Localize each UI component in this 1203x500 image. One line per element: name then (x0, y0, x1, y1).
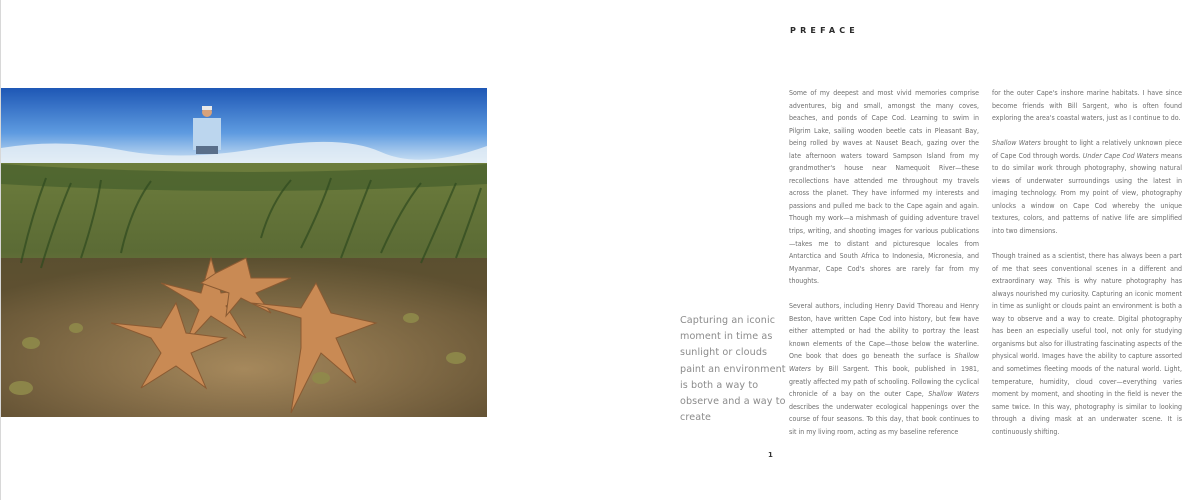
section-heading: PREFACE (790, 26, 859, 35)
body-column-1 (789, 87, 979, 451)
text-run: by Bill Sargent. This book, published in 1981, greatly affected my path of schooling. Following the cyclical chronicle of a bay on the outer Cape, (789, 365, 979, 399)
paragraph (789, 300, 979, 438)
paragraph: for the outer Cape's inshore marine habitats. I have since become friends with Bill Sargent, who is often found exploring the area's coastal waters, just as I continue to do. (992, 89, 1182, 123)
text-run: means to do similar work through photography, showing natural views of underwater surroundings using the latest in imaging technology. From my point of view, photography unlocks a window on Cape Cod whereby the unique textures, colors, and patterns of native life are simplified into two dimensions. (992, 151, 1182, 236)
cover-photo-starfish (1, 88, 487, 417)
paragraph: Some of my deepest and most vivid memories comprise adventures, big and small, amongst the many coves, beaches, and ponds of Cape Cod. Learning to swim in Pilgrim Lake, sailing wooden beetle cats in Pleasant Bay, being rolled by waves at Nauset Beach, gazing over the late afternoon waters toward Sampson Island from my grandmother's house near Namequoit River—these recollections have attended me throughout my travels across the planet. They have informed my interests and passions and pulled me back to the Cape again and again. Though my work—a mishmash of guiding adventure travel trips, writing, and shooting images for various publications—takes me to distant and picturesque locales from Antarctica and South Africa to Indonesia, Micronesia, and Myanmar, Cape Cod's shores are rarely far from my thoughts. (789, 89, 979, 286)
book-title: Shallow Waters (992, 139, 1041, 148)
book-title: Under Cape Cod Waters (1082, 151, 1159, 160)
book-title: Shallow Waters (928, 390, 979, 399)
pull-quote: Capturing an iconic moment in time as sunlight or clouds paint an environment is both a way to observe and a way to create (680, 315, 786, 424)
text-run: Several authors, including Henry David Thoreau and Henry Beston, have written Cape Cod into history, but few have either attempted or had the ability to portray the least known elements of the Cape—those below the waterline. One book that does go beneath the surface is (789, 302, 979, 361)
page-number: 1 (768, 451, 773, 459)
body-column-2 (992, 87, 1182, 451)
text-run: brought to light a relatively unknown piece of Cape Cod through words. (992, 139, 1182, 160)
book-title: Shallow Waters (789, 352, 979, 374)
paragraph (992, 137, 1182, 237)
text-run: describes the underwater ecological happenings over the course of four seasons. To this day, that book continues to sit in my living room, acting as my baseline reference (789, 402, 979, 436)
paragraph: Though trained as a scientist, there has always been a part of me that sees conventional scenes in a different and extraordinary way. This is why nature photography has always nourished my curiosity. Capturing an iconic moment in time as sunlight or clouds paint an environment is both a way to observe and a way to create. Digital photography has been an especially useful tool, not only for studying organisms but also for illustrating fascinating aspects of the physical world. Images have the ability to capture assorted and sometimes fleeting moods of the natural world. Light, temperature, humidity, cloud cover—everything varies moment by moment, and shooting in the field is never the same twice. In this way, photography is similar to looking through a diving mask at an underwater scene. It is continuously shifting. (992, 252, 1182, 436)
